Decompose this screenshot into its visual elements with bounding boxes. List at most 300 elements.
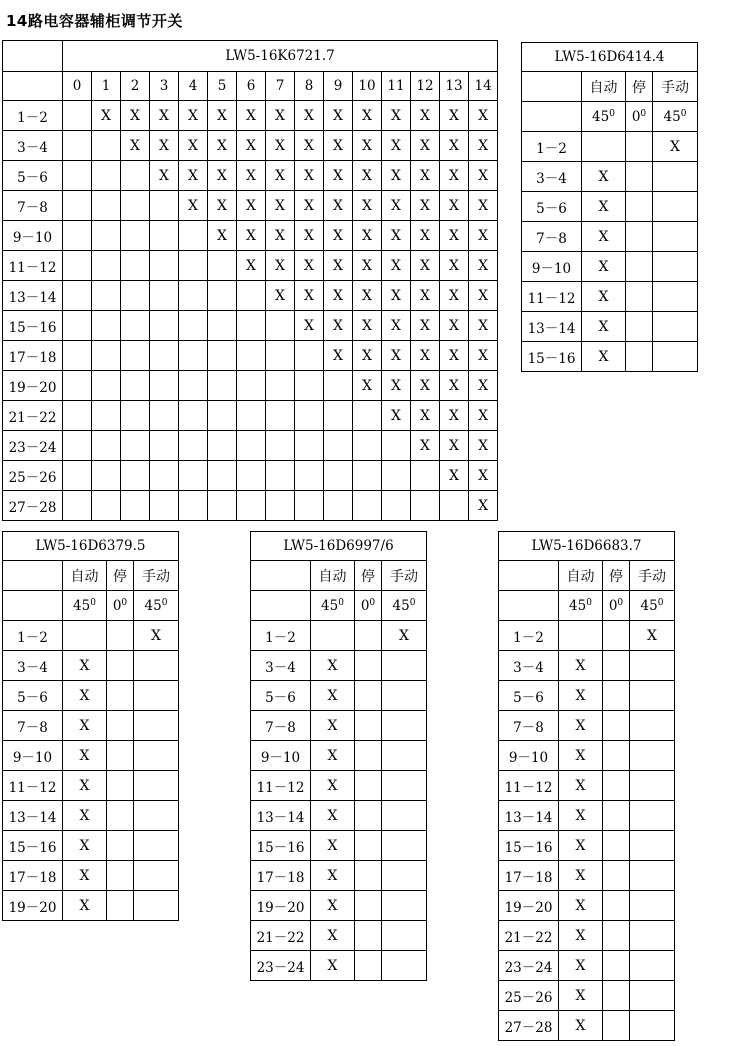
cell-auto: X (559, 831, 603, 861)
empty-cell (121, 401, 150, 431)
empty-cell (121, 461, 150, 491)
mode-manual-label: 手动 (134, 561, 179, 591)
closed-mark: X (469, 281, 498, 311)
position-label: 1 (92, 72, 121, 101)
mode-label-row (522, 72, 698, 102)
empty-cell (150, 401, 179, 431)
angle-label (603, 591, 630, 621)
closed-mark: X (411, 311, 440, 341)
contact-label: 9－10 (499, 741, 559, 771)
angle-value: 45 (592, 108, 610, 125)
angle-value: 45 (321, 597, 339, 614)
closed-mark: X (440, 251, 469, 281)
cell-manual (134, 651, 179, 681)
table-row (3, 221, 498, 251)
empty-cell (266, 431, 295, 461)
closed-mark: X (411, 401, 440, 431)
closed-mark: X (440, 161, 469, 191)
cell-auto: X (311, 651, 355, 681)
closed-mark: X (382, 341, 411, 371)
empty-cell (63, 461, 92, 491)
position-label: 2 (121, 72, 150, 101)
cell-auto: X (311, 951, 355, 981)
position-label: 4 (179, 72, 208, 101)
cell-auto: X (559, 801, 603, 831)
contact-label: 3－4 (251, 651, 311, 681)
closed-mark: X (411, 161, 440, 191)
cell-stop (603, 621, 630, 651)
cell-stop (626, 192, 653, 222)
cell-manual (134, 681, 179, 711)
closed-mark: X (353, 311, 382, 341)
closed-mark: X (469, 191, 498, 221)
mode-stop-label: 停 (107, 561, 134, 591)
table-row (251, 831, 427, 861)
cell-auto: X (63, 651, 107, 681)
cell-stop (603, 831, 630, 861)
contact-label: 11－12 (251, 771, 311, 801)
main-header-row (3, 41, 498, 72)
cell-manual (382, 681, 427, 711)
empty-cell (150, 311, 179, 341)
closed-mark: X (295, 101, 324, 131)
empty-cell (63, 281, 92, 311)
table-row (3, 131, 498, 161)
empty-cell (92, 461, 121, 491)
contact-label: 21－22 (251, 921, 311, 951)
cell-auto: X (582, 192, 626, 222)
angle-label (630, 591, 675, 621)
contact-label: 15－16 (522, 342, 582, 372)
table-row (251, 861, 427, 891)
cell-manual (134, 891, 179, 921)
empty-cell (179, 401, 208, 431)
empty-cell (150, 371, 179, 401)
closed-mark: X (150, 131, 179, 161)
empty-cell (179, 281, 208, 311)
empty-cell (92, 341, 121, 371)
mode-auto-label: 自动 (582, 72, 626, 102)
empty-cell (295, 371, 324, 401)
closed-mark: X (295, 281, 324, 311)
closed-mark: X (121, 131, 150, 161)
contact-label: 3－4 (499, 651, 559, 681)
cell-stop (603, 651, 630, 681)
cell-stop (626, 132, 653, 162)
mode-manual-label: 手动 (382, 561, 427, 591)
table-row (251, 681, 427, 711)
cell-manual: X (134, 621, 179, 651)
empty-cell (150, 191, 179, 221)
closed-mark: X (237, 221, 266, 251)
closed-mark: X (469, 491, 498, 521)
empty-cell (150, 341, 179, 371)
contact-label: 13－14 (251, 801, 311, 831)
closed-mark: X (324, 221, 353, 251)
contact-label: 9－10 (522, 252, 582, 282)
closed-mark: X (237, 161, 266, 191)
corner-cell (251, 591, 311, 621)
degree-sup: 0 (586, 597, 592, 608)
empty-cell (92, 161, 121, 191)
degree-sup: 0 (161, 597, 168, 608)
cell-manual (382, 861, 427, 891)
empty-cell (121, 341, 150, 371)
contact-label: 17－18 (3, 341, 63, 371)
empty-cell (237, 311, 266, 341)
empty-cell (208, 401, 237, 431)
cell-auto: X (63, 681, 107, 711)
table-row (251, 801, 427, 831)
contact-label: 11－12 (3, 771, 63, 801)
table-row (3, 101, 498, 131)
degree-sup: 0 (609, 108, 615, 119)
table-row (251, 921, 427, 951)
empty-cell (208, 431, 237, 461)
table-row (3, 651, 179, 681)
cell-stop (603, 771, 630, 801)
cell-auto: X (582, 222, 626, 252)
mode-stop-label: 停 (603, 561, 630, 591)
corner-cell (3, 72, 63, 101)
cell-manual (653, 192, 698, 222)
cell-auto (63, 621, 107, 651)
cell-manual (134, 771, 179, 801)
empty-cell (353, 461, 382, 491)
contact-label: 11－12 (499, 771, 559, 801)
table-row (499, 711, 675, 741)
cell-stop (626, 342, 653, 372)
cell-stop (603, 861, 630, 891)
closed-mark: X (353, 131, 382, 161)
closed-mark: X (382, 161, 411, 191)
cell-manual (653, 162, 698, 192)
mode-stop-label: 停 (626, 72, 653, 102)
empty-cell (179, 431, 208, 461)
cell-manual (630, 891, 675, 921)
table-row (499, 831, 675, 861)
empty-cell (179, 461, 208, 491)
cell-auto: X (311, 711, 355, 741)
table-row (3, 341, 498, 371)
contact-label: 3－4 (3, 131, 63, 161)
empty-cell (92, 221, 121, 251)
empty-cell (150, 221, 179, 251)
position-label: 13 (440, 72, 469, 101)
empty-cell (179, 311, 208, 341)
angle-value: 45 (640, 597, 658, 614)
cell-auto: X (63, 831, 107, 861)
empty-cell (208, 251, 237, 281)
switch-table-6414 (521, 42, 698, 372)
cell-auto: X (559, 861, 603, 891)
closed-mark: X (179, 191, 208, 221)
angle-value: 0 (112, 597, 122, 614)
contact-label: 23－24 (499, 951, 559, 981)
angle-label (582, 102, 626, 132)
angle-row (251, 591, 427, 621)
mode-auto-label: 自动 (63, 561, 107, 591)
table-row (3, 711, 179, 741)
contact-label: 13－14 (3, 801, 63, 831)
closed-mark: X (208, 101, 237, 131)
cell-manual (630, 861, 675, 891)
empty-cell (353, 431, 382, 461)
angle-value: 0 (608, 597, 618, 614)
closed-mark: X (440, 371, 469, 401)
closed-mark: X (353, 281, 382, 311)
empty-cell (382, 461, 411, 491)
angle-value: 0 (360, 597, 370, 614)
cell-auto: X (559, 651, 603, 681)
switch-header-row (522, 43, 698, 72)
angle-label (653, 102, 698, 132)
position-label: 8 (295, 72, 324, 101)
table-row (3, 251, 498, 281)
table-row (3, 401, 498, 431)
closed-mark: X (208, 161, 237, 191)
contact-label: 27－28 (3, 491, 63, 521)
cell-auto: X (559, 921, 603, 951)
cell-stop (107, 801, 134, 831)
table-row (499, 951, 675, 981)
table-row (499, 981, 675, 1011)
corner-cell (3, 561, 63, 591)
closed-mark: X (382, 401, 411, 431)
model-header: LW5-16D6379.5 (3, 532, 179, 561)
angle-label (559, 591, 603, 621)
cell-stop (603, 1011, 630, 1041)
contact-label: 1－2 (3, 621, 63, 651)
cell-stop (107, 831, 134, 861)
cell-manual (630, 831, 675, 861)
table-row (522, 342, 698, 372)
closed-mark: X (324, 131, 353, 161)
table-row (251, 651, 427, 681)
cell-manual (653, 282, 698, 312)
closed-mark: X (411, 131, 440, 161)
empty-cell (324, 371, 353, 401)
cell-stop (107, 891, 134, 921)
mode-label-row (251, 561, 427, 591)
closed-mark: X (411, 431, 440, 461)
cell-manual (134, 861, 179, 891)
closed-mark: X (440, 221, 469, 251)
contact-label: 17－18 (3, 861, 63, 891)
table-row (251, 621, 427, 651)
contact-label: 17－18 (251, 861, 311, 891)
cell-manual (653, 222, 698, 252)
contact-label: 17－18 (499, 861, 559, 891)
closed-mark: X (440, 401, 469, 431)
cell-auto: X (582, 162, 626, 192)
table-row (522, 252, 698, 282)
cell-manual (382, 831, 427, 861)
table-row (3, 861, 179, 891)
contact-label: 9－10 (251, 741, 311, 771)
closed-mark: X (382, 371, 411, 401)
cell-stop (355, 921, 382, 951)
cell-auto: X (311, 831, 355, 861)
cell-auto: X (63, 741, 107, 771)
page-title: 14路电容器辅柜调节开关 (6, 12, 183, 30)
table-row (3, 771, 179, 801)
empty-cell (121, 371, 150, 401)
switch-table-6997 (250, 531, 427, 981)
table-row (522, 162, 698, 192)
closed-mark: X (324, 281, 353, 311)
angle-value: 45 (663, 108, 681, 125)
cell-auto: X (311, 681, 355, 711)
mode-stop-label: 停 (355, 561, 382, 591)
empty-cell (266, 371, 295, 401)
closed-mark: X (237, 131, 266, 161)
empty-cell (63, 131, 92, 161)
contact-label: 3－4 (3, 651, 63, 681)
contact-label: 19－20 (3, 371, 63, 401)
empty-cell (150, 251, 179, 281)
cell-manual (630, 981, 675, 1011)
closed-mark: X (469, 221, 498, 251)
cell-auto: X (63, 711, 107, 741)
cell-auto: X (63, 771, 107, 801)
table-row (3, 801, 179, 831)
contact-label: 5－6 (3, 161, 63, 191)
closed-mark: X (266, 191, 295, 221)
switch-header-row (3, 532, 179, 561)
cell-manual (134, 831, 179, 861)
empty-cell (266, 461, 295, 491)
contact-label: 19－20 (3, 891, 63, 921)
cell-manual (630, 741, 675, 771)
empty-cell (121, 161, 150, 191)
cell-auto: X (311, 921, 355, 951)
closed-mark: X (382, 251, 411, 281)
contact-label: 7－8 (499, 711, 559, 741)
empty-cell (92, 131, 121, 161)
contact-label: 7－8 (522, 222, 582, 252)
empty-cell (63, 221, 92, 251)
angle-label (63, 591, 107, 621)
empty-cell (63, 401, 92, 431)
empty-cell (179, 341, 208, 371)
closed-mark: X (469, 311, 498, 341)
closed-mark: X (295, 131, 324, 161)
degree-sup: 0 (680, 108, 687, 119)
empty-cell (63, 341, 92, 371)
cell-manual (630, 771, 675, 801)
table-row (499, 921, 675, 951)
cell-manual (382, 741, 427, 771)
closed-mark: X (440, 341, 469, 371)
cell-stop (626, 282, 653, 312)
empty-cell (208, 461, 237, 491)
contact-label: 5－6 (251, 681, 311, 711)
empty-cell (63, 101, 92, 131)
cell-stop (603, 801, 630, 831)
empty-cell (179, 371, 208, 401)
contact-label: 25－26 (3, 461, 63, 491)
angle-value: 45 (569, 597, 587, 614)
empty-cell (121, 311, 150, 341)
cell-stop (355, 681, 382, 711)
closed-mark: X (237, 251, 266, 281)
empty-cell (63, 491, 92, 521)
closed-mark: X (353, 191, 382, 221)
closed-mark: X (382, 221, 411, 251)
table-row (522, 132, 698, 162)
empty-cell (411, 461, 440, 491)
cell-auto: X (311, 771, 355, 801)
table-row (499, 771, 675, 801)
cell-auto: X (311, 861, 355, 891)
contact-label: 15－16 (499, 831, 559, 861)
cell-auto: X (559, 741, 603, 771)
table-row (3, 491, 498, 521)
table-row (251, 741, 427, 771)
closed-mark: X (382, 191, 411, 221)
empty-cell (295, 461, 324, 491)
position-label: 3 (150, 72, 179, 101)
contact-label: 3－4 (522, 162, 582, 192)
closed-mark: X (237, 101, 266, 131)
empty-cell (179, 491, 208, 521)
table-row (3, 681, 179, 711)
contact-label: 19－20 (251, 891, 311, 921)
closed-mark: X (295, 161, 324, 191)
closed-mark: X (382, 131, 411, 161)
empty-cell (92, 431, 121, 461)
cell-manual (630, 651, 675, 681)
contact-label: 7－8 (251, 711, 311, 741)
table-row (522, 312, 698, 342)
cell-stop (355, 861, 382, 891)
empty-cell (150, 431, 179, 461)
closed-mark: X (266, 101, 295, 131)
empty-cell (324, 461, 353, 491)
switch-header-row (499, 532, 675, 561)
switch-table-6683 (498, 531, 675, 1041)
cell-stop (107, 741, 134, 771)
empty-cell (295, 431, 324, 461)
cell-manual (382, 711, 427, 741)
cell-stop (603, 981, 630, 1011)
empty-cell (179, 251, 208, 281)
cell-auto: X (63, 801, 107, 831)
contact-label: 13－14 (3, 281, 63, 311)
cell-auto: X (559, 771, 603, 801)
closed-mark: X (92, 101, 121, 131)
table-row (3, 891, 179, 921)
table-row (3, 371, 498, 401)
closed-mark: X (266, 161, 295, 191)
empty-cell (237, 281, 266, 311)
cell-manual (653, 312, 698, 342)
cell-manual: X (630, 621, 675, 651)
empty-cell (63, 371, 92, 401)
closed-mark: X (411, 101, 440, 131)
cell-stop (626, 252, 653, 282)
empty-cell (295, 401, 324, 431)
corner-cell (522, 102, 582, 132)
angle-value: 0 (631, 108, 641, 125)
position-label: 14 (469, 72, 498, 101)
empty-cell (237, 341, 266, 371)
contact-label: 19－20 (499, 891, 559, 921)
corner-cell (3, 591, 63, 621)
table-row (251, 771, 427, 801)
closed-mark: X (469, 251, 498, 281)
